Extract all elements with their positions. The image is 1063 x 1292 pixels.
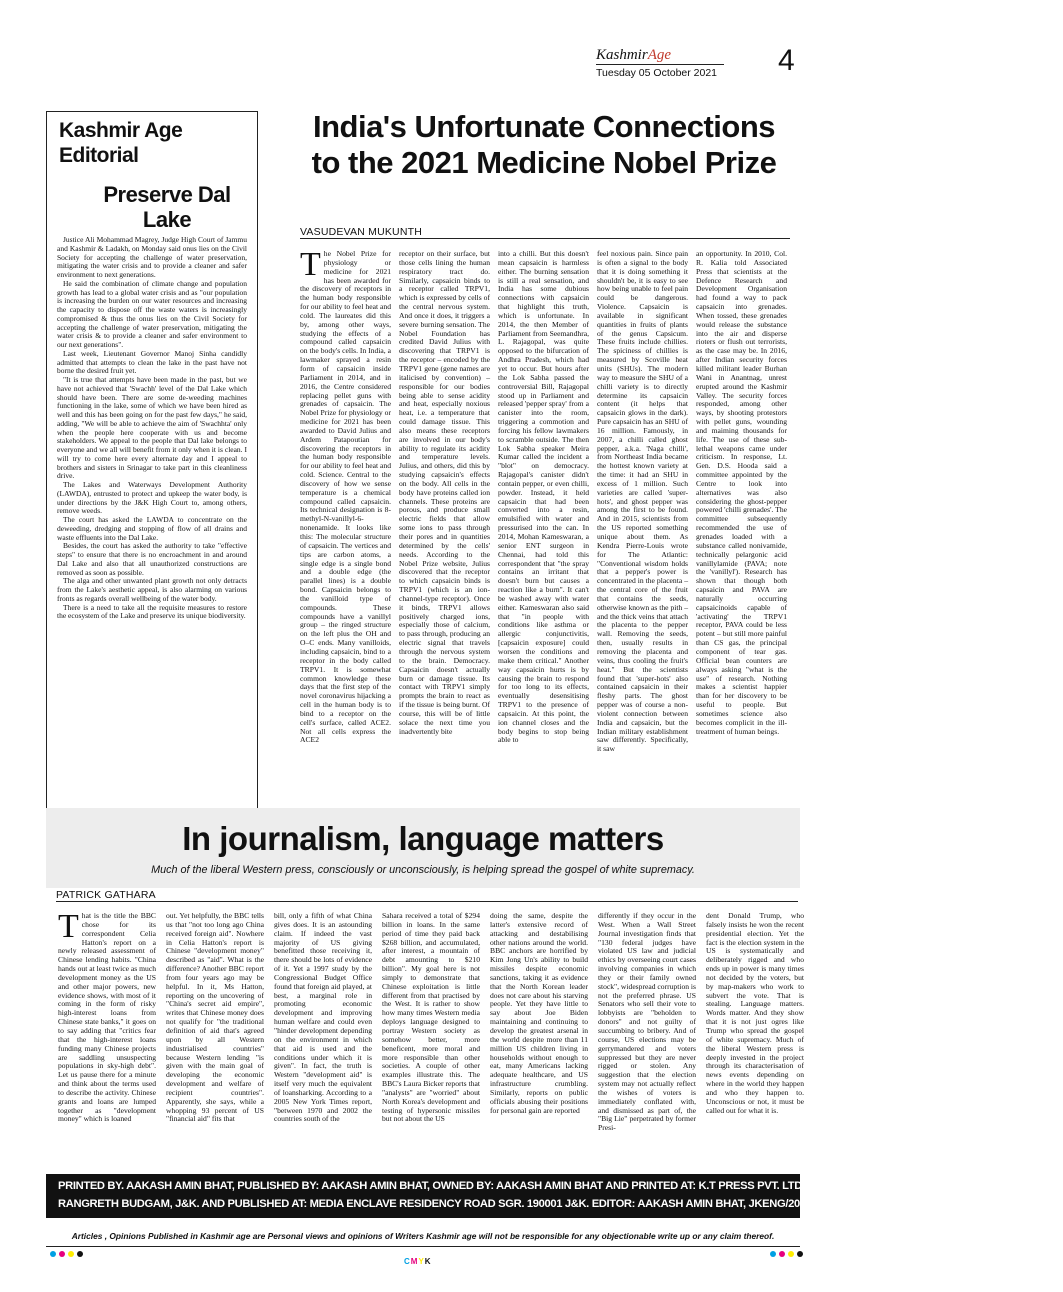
column-text: an opportunity. In 2010, Col. R. Kalia told Associated Press that scientists at the Defence Research and Development Organisation had found a way to pack capsaicin into grenades. When tossed, these grenades would release the substance into the air and disperse rioters or flush out terrorists, as the case may be. In 2016, after Indian security forces killed militant leader Burhan Wani in Anantnag, unrest erupted around the Kashmir Valley. The security forces responded, among other ways, by shooting protestors with pellet guns, wounding and maiming thousands for life. The use of these sub-lethal weapons came under criticism. In response, Lt. Gen. D.S. Hooda said a committee appointed by the Centre to look into alternatives was also considering the ghost-pepper powered 'chilli grenades'. The committee subsequently recommended the use of grenades loaded with a substance called nonivamide, technically pelargonic acid vanillylamide (PAVA; note the 'vanillyl'). Research has shown that though both capsaicin and PAVA are naturally occurring capsaicinoids capable of 'activating' the TRPV1 receptor, PAVA could be less potent – but still more painful than CS gas, the principal component of tear gas. Official bean counters are always asking "what is the use" of research. Nothing makes a scientist happier than for her discovery to be useful to people. But sometimes science also becomes complicit in the ill-treatment of human beings. bbox=[696, 249, 787, 736]
editorial-paragraph: Besides, the court has asked the authority to take "effective steps" to ensure that there is no encroachment in and around Dal Lake and also that all unauthorized constructions are removed as soon as possible. bbox=[57, 541, 247, 577]
column-text: receptor on their surface, but those cells lining the human respiratory tract do. Similarly, capsaicin binds to a receptor called TRPV1, which is expressed by cells of the central nervous system. And once it does, it triggers a severe burning sensation. The Nobel Foundation has credited David Julius with discovering that TRPV1 is the receptor – encoded by the TRPV1 gene (gene names are italicised by convention) – responsible for our bodies being able to sense acidity and heat, especially noxious heat, i.e. a temperature that could damage tissue. This also means these receptors are involved in our body's ability to regulate its acidity and temperature levels. Julius, and others, did this by studying capsaicin's effects on the body. All cells in the body have proteins called ion channels. These proteins are porous, and produce small electric fields that allow some ions to pass through their pores and in quantities determined by the cells' needs. According to the Nobel Prize website, Julius discovered that the receptor to which capsaicin binds is TRPV1 (which is an ion-channel-type receptor). Once it binds, TRPV1 allows positively charged ions, especially those of calcium, to pass through, producing an electric signal that travels through the nervous system to the brain. Democracy. Capsaicin doesn't actually burn or damage tissue. Its contact with TRPV1 simply prompts the brain to react as if the tissue is being burnt. Of course, this will be of little solace the next time you inadvertently bite bbox=[399, 249, 490, 736]
cmyk-label: CMYK bbox=[404, 1257, 432, 1266]
article2-standfirst: Much of the liberal Western press, consciously or unconsciously, is helping spread the gospel of white supremacy. bbox=[151, 864, 695, 876]
editorial-paragraph: The Lakes and Waterways Development Authority (LAWDA), entrusted to protect and upkeep the water body, is under directions by the J&K High Court to, among others, remove weeds. bbox=[57, 480, 247, 516]
article-column bbox=[706, 912, 804, 1162]
black-dot bbox=[797, 1251, 803, 1257]
editorial-paragraph: "It is true that attempts have been made in the past, but we have not achieved that 'Swachh' level of the Dal Lake which should have been. There are some de-weeding machines functioning in the lake, some of which we have been hired as well and this has been going on for the past few days," he said, adding, "We will be able to achieve the aim of 'Swachhta' only when the people here cooperate with us and become stakeholders. We appeal to the people that Dal lake belongs to everyone and we all will benefit from it only when it is clean. I will try to come here every alternate day and I appeal to brothers and sisters in Srinagar to take part in this cleanliness drive. bbox=[57, 375, 247, 481]
article-column bbox=[598, 912, 696, 1162]
article-column bbox=[166, 912, 264, 1162]
black-dot bbox=[77, 1251, 83, 1257]
article-column bbox=[498, 250, 589, 792]
imprint-bar bbox=[46, 1174, 1063, 1218]
column-text: into a chilli. But this doesn't mean capsaicin is harmless either. The burning sensation is still a real sensation, and India has some dubious connections with capsaicin that highlight this truth, which is unfortunate. In 2014, the then Member of Parliament from Seemandhra, L. Rajagopal, was quite opposed to the bifurcation of Andhra Pradesh, which had yet to occur. But hours after the Lok Sabha passed the controversial Bill, Rajagopal stood up in Parliament and released 'pepper spray' from a canister into the room, triggering a commotion and forcing his fellow lawmakers to scramble outside. The then Lok Sabha speaker Meira Kumar called the incident a "blot" on democracy. Rajagopal's canister didn't contain pepper, or even chilli, powder. Instead, it held capsaicin that had been converted into a resin, emulsified with water and pressurised into the can. In 2014, Mohan Kameswaran, a senior ENT surgeon in Chennai, had told this correspondent that "the spray contains an irritant that doesn't burn but causes a reaction like a burn". It can't be washed away with water either. Kameswaran also said that "in people with conditions like asthma or allergic conjunctivitis, [capsaicin exposure] could worsen the conditions and make them critical." Another way capsaicin hurts is by causing the brain to respond for too long to its effects, eventually desensitising TRPV1 to the presence of capsaicin. At this point, the ion channel closes and the body begins to stop being able to bbox=[498, 249, 589, 745]
column-text: doing the same, despite the latter's extensive record of attacking and destabilising other nations around the world. BBC anchors are horrified by Kim Jong Un's ability to build missiles despite economic sanctions, taking it as evidence that the North Korean leader does not care about his starving people. Yet they have little to say about Joe Biden maintaining and continuing to develop the greatest arsenal in the world despite more than 11 million US children living in households without enough to eat, many Americans lacking adequate healthcare, and US infrastructure crumbling. Similarly, reports on public officials abusing their positions for personal gain are reported bbox=[490, 911, 588, 1115]
yellow-dot bbox=[788, 1251, 794, 1257]
editorial-paragraph: Justice Ali Mohammad Magrey, Judge High Court of Jammu and Kashmir & Ladakh, on Monday said onus lies on the Civil Society for accepting the challenge of water preservation, mitigating the water crisis and to provide a cleaner and safer environment to next generations. bbox=[57, 235, 247, 279]
article1-byline: VASUDEVAN MUKUNTH bbox=[300, 226, 423, 238]
article-column bbox=[274, 912, 372, 1162]
color-dots-left bbox=[50, 1244, 86, 1262]
article-column bbox=[597, 250, 688, 792]
dropcap: T bbox=[58, 908, 79, 945]
article1-rule bbox=[300, 238, 790, 239]
editorial-paragraph: The alga and other unwanted plant growth not only detracts from the Lake's aesthetic appeal, is also alarming on various fronts as regards overall wellbeing of the water body. bbox=[57, 576, 247, 603]
article-column bbox=[58, 908, 156, 1162]
article2-byline: PATRICK GATHARA bbox=[56, 889, 156, 901]
column-text: out. Yet helpfully, the BBC tells us that "not too long ago China received foreign aid". Nowhere in Celia Hatton's report is Chinese "development money" described as "aid". What is the difference? Another BBC report from four years ago may be helpful. In it, Ms Hatton, reporting on the uncovering of "China's secret aid empire", writes that Chinese money does not qualify for "the traditional definition of aid that's agreed upon by all Western industrialised countries" because Western lending "is given with the main goal of developing the economic development and welfare of recipient countries". Apparently, she says, while a whopping 93 percent of US "financial aid" fits that bbox=[166, 911, 264, 1124]
column-text: differently if they occur in the West. When a Wall Street Journal investigation finds that "130 federal judges have violated US law and judicial ethics by overseeing court cases involving companies in which they or their family owned stock", widespread corruption is not the preferred phrase. US Senators who sell their vote to lobbyists are "beholden to donors" and not guilty of succumbing to bribery. And of course, US elections may be gerrymandered and voters suppressed but they are never rigged or stolen. Any suggestion that the election system may not actually reflect the wishes of voters is immediately conflated with, and dismissed as part of, the "Big Lie" perpetrated by former Presi- bbox=[598, 911, 696, 1133]
dropcap: T bbox=[300, 246, 321, 283]
editorial-label: Kashmir Age Editorial bbox=[59, 119, 183, 167]
masthead-logo: KashmirAge bbox=[596, 47, 672, 63]
cyan-dot bbox=[770, 1251, 776, 1257]
article-column bbox=[382, 912, 480, 1162]
yellow-dot bbox=[68, 1251, 74, 1257]
disclaimer: Articles , Opinions Published in Kashmir age are Personal views and opinions of Writers Kashmir age will not be responsible for any objectionable write up or any claim thereof. bbox=[71, 1231, 775, 1241]
editorial-paragraph: Last week, Lieutenant Governor Manoj Sinha candidly admitted that attempts to clean the lake in the past have not borne the desired fruit yet. bbox=[57, 348, 247, 376]
editorial-paragraph: There is a need to take all the requisite measures to restore the ecosystem of the Lake and preserve its unique biodiversity. bbox=[57, 602, 247, 621]
imprint-line-1: PRINTED BY. AAKASH AMIN BHAT, PUBLISHED BY: AAKASH AMIN BHAT, OWNED BY: AAKASH AMIN BHAT AND PRINTED AT: K.T PRESS PVT. LTD.120- ELECTRONIC COMPLEX INDUSTRIAL ESTATE bbox=[58, 1180, 1063, 1192]
magenta-dot bbox=[779, 1251, 785, 1257]
article1-headline: India's Unfortunate Connections to the 2021 Medicine Nobel Prize bbox=[311, 109, 777, 180]
page-number: 4 bbox=[778, 44, 795, 77]
article2-rule bbox=[56, 901, 798, 902]
imprint-line-2: RANGRETH BUDGAM, J&K. AND PUBLISHED AT: MEDIA ENCLAVE RESIDENCY ROAD SGR. 190001 J&K. EDITOR: AAKASH AMIN BHAT, JKENG/2006/23952 bbox=[58, 1198, 844, 1210]
footer-rule bbox=[46, 1246, 800, 1247]
editorial-box bbox=[46, 111, 258, 819]
issue-date: Tuesday 05 October 2021 bbox=[596, 67, 718, 79]
article-column bbox=[399, 250, 490, 792]
column-text: dent Donald Trump, who falsely insists he won the recent presidential election. Yet the fact is the election system in the US is systematically and deliberately rigged and who ends up in power is many times not decided by the voters, but by map-makers who work to subvert the vote. That is stealing. Language matters. Words matter. And they show that it is not just ogres like Trump who spread the gospel of white supremacy. Much of the liberal Western press is deeply invested in the project through its characterisation of news events depending on where in the world they happen and who they happen to. Unconscious or not, it must be called out for what it is. bbox=[706, 911, 804, 1115]
article-column bbox=[696, 250, 787, 792]
column-text: bill, only a fifth of what China gives does. It is an astounding claim. If indeed the vast majority of US giving benefitted those receiving it, there should be lots of evidence of it. Yet a 1997 study by the Congressional Budget Office found that foreign aid played, at best, a marginal role in promoting economic development and improving human welfare and could even "hinder development depending on the environment in which that aid is used and the conditions under which it is given". In fact, the truth is Western "development aid" is itself very much the equivalent of loansharking. According to a 2005 New York Times report, "between 1970 and 2002 the countries south of the bbox=[274, 911, 372, 1124]
color-dots-right bbox=[770, 1244, 806, 1262]
editorial-title: Preserve Dal Lake bbox=[103, 182, 231, 232]
column-text: Sahara received a total of $294 billion in loans. In the same period of time they paid back $268 billion, and accumulated, after interest, a mountain of debt amounting to $210 billion". My goal here is not simply to demonstrate that Chinese exploitation is little different from that practised by the West. It is rather to show how many times Western media deploys language designed to portray Western society as somehow better, more beneficent, more moral and more responsible than other societies. A couple of other examples illustrate this. The BBC's Laura Bicker reports that "analysts" are "worried" about North Korea's development and testing of hypersonic missiles but not about the US bbox=[382, 911, 480, 1124]
cmyk-mark bbox=[404, 1257, 432, 1266]
article2-headline: In journalism, language matters bbox=[182, 820, 664, 857]
editorial-paragraph: The court has asked the LAWDA to concentrate on the deweeding, dredging and stopping of flow of all drains and waste effluents into the Dal Lake. bbox=[57, 515, 247, 542]
magenta-dot bbox=[59, 1251, 65, 1257]
cyan-dot bbox=[50, 1251, 56, 1257]
column-text: feel noxious pain. Since pain is often a signal to the body that it is doing something it shouldn't be, it is easy to see how being unable to feel pain could be dangerous. Violence. Capsaicin is available in significant quantities in fruits of plants of the genus Capsicum. These fruits include chillies. The spiciness of chillies is measured by Scoville heat units (SHUs). The modern way to measure the SHU of a chilli variety is to directly determine its capsaicin content (it helps that capsaicin glows in the dark). Pure capsaicin has an SHU of 16 million. Famously, in 2007, a chilli called ghost pepper, a.k.a. 'Naga chilli', from Northeast India became the hottest known variety at the time: it had an SHU in excess of 1 million. Such varieties are called 'super-hots', and ghost pepper was among the first to be found. And in 2015, scientists from the US reported something unique about them. As Kendra Pierre-Louis wrote for The Atlantic: "Conventional wisdom holds that a pepper's power is concentrated in the placenta – the central core of the fruit that contains the seeds, otherwise known as the pith – and the thick veins that attach the placenta to the pepper wall. Removing the seeds, then, usually results in removing the placenta and veins, thus cooling the fruit's heat." But the scientists found that 'super-hots' also contained capsaicin in their fleshy parts. The ghost pepper was of course a non-violent connection between India and capsaicin, but the Indian military establishment saw differently. Specifically, it saw bbox=[597, 249, 688, 754]
editorial-body bbox=[57, 236, 247, 621]
column-text: he Nobel Prize for physiology or medicine for 2021 has been awarded for the discovery of receptors in the human body responsible for our ability to feel heat and cold. The laureates did this by, among other ways, studying the effects of a compound called capsaicin on the body's cells. In India, a lawmaker sprayed a resin form of capsaicin inside Parliament in 2014, and in 2016, the Centre considered replacing pellet guns with grenades of capsaicin. The Nobel Prize for physiology or medicine for 2021 has been awarded to David Julius and Ardem Patapoutian for discovering the receptors in the human body responsible for our ability to feel heat and cold. Science. Central to the discovery of how we sense temperature is a chemical compound called capsaicin. Its technical designation is 8-methyl-N-vanillyl-6-nonenamide. It looks like this: The molecular structure of capsaicin. The vertices and tips are carbon atoms, a single edge is a single bond and a double edge (the parallel lines) is a double bond. Capsaicin belongs to the vanilloid type of compounds. These compounds have a vanillyl group – the ringed structure on the left plus the OH and O–C ends. Many vanilloids, including capsaicin, bind to a receptor in the body called TRPV1. It is somewhat common knowledge these days that the first step of the novel coronavirus hijacking a cell in the human body is to bind to a receptor on the cell's surface, called ACE2. Not all cells express the ACE2 bbox=[300, 249, 391, 745]
masthead bbox=[596, 47, 786, 87]
column-text: hat is the title the BBC chose for its correspondent Celia Hatton's report on a newly released assessment of Chinese lending habits. "China hands out at least twice as much development money as the US and other major powers, new evidence shows, with most of it coming in the form of risky high-interest loans from Chinese state banks," it goes on to say adding that "critics fear that the high-interest loans funding many Chinese projects are saddling unsuspecting populations in sky-high debt". Let us pause there for a minute and think about the terms used to describe the activity. Chinese grants and loans are lumped together as "development money" which is loaned bbox=[58, 911, 156, 1124]
masthead-rule bbox=[596, 64, 724, 65]
article-column bbox=[300, 246, 391, 792]
editorial-paragraph: He said the combination of climate change and population growth has lead to a global water crisis and as "our population is increasing the burden on our water resources and increasing the capacity to dispose off the waste waters is increasingly compromised & thus the onus lies on the Civil Society for accepting the challenge of water preservation, mitigating the water crisis & to provide a cleaner and safer environment to our next generations". bbox=[57, 278, 247, 349]
article-column bbox=[490, 912, 588, 1162]
